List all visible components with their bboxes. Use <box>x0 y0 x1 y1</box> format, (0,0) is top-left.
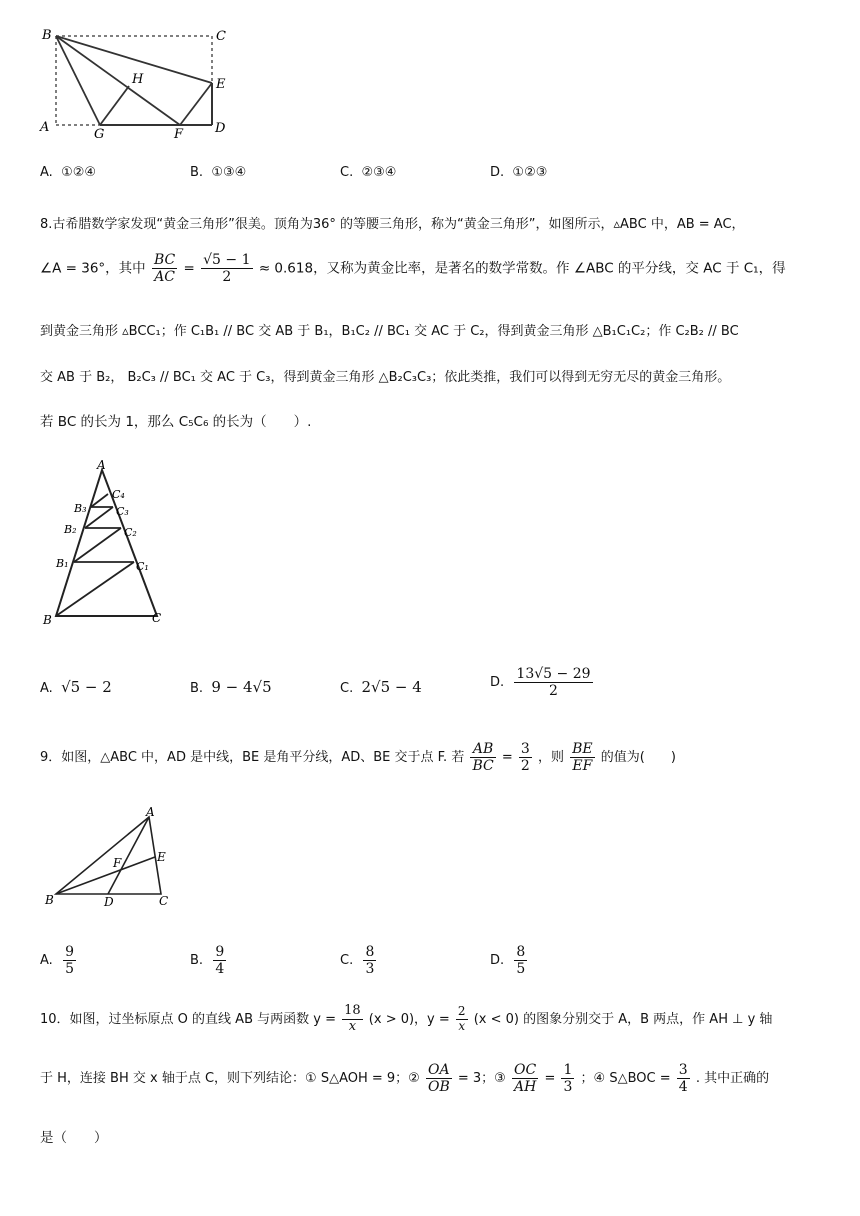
q10-frac-18-x: $\frac{18}{x}$ <box>344 1003 361 1034</box>
q7-label-F: F <box>174 127 184 138</box>
q10-frac-1-3: $\frac{1}{3}$ <box>563 1062 573 1096</box>
q8-label-C1: C₁ <box>136 560 149 573</box>
q9-frac-ab-bc: $\frac{AB}{BC}$ <box>472 741 494 775</box>
q8-option-d[interactable]: D. $\frac{13√5 - 29}{2}$ <box>490 666 591 700</box>
q8-line-1: 8.古希腊数学家发现“黄金三角形”很美。顶角为36° 的等腰三角形，称为“黄金三角形”，如图所示，▵ABC 中，AB = AC， <box>40 217 745 232</box>
q8-frac-bc-ac: $\frac{BC}{AC}$ <box>153 252 176 286</box>
q7-option-b[interactable]: B. ①③④ <box>190 165 247 180</box>
q10-frac-oc-ah: $\frac{OC}{AH}$ <box>513 1062 537 1096</box>
q9-label-E: E <box>157 850 166 864</box>
q9-label-A: A <box>146 805 155 819</box>
q9-frac-3-2: $\frac{3}{2}$ <box>520 741 530 775</box>
q8-label-B3: B₃ <box>74 502 87 515</box>
q10-frac-3-4: $\frac{3}{4}$ <box>678 1062 688 1096</box>
q9-label-B: B <box>45 893 54 907</box>
q9-option-d[interactable]: D. $\frac{8}{5}$ <box>490 944 526 978</box>
q9-label-F: F <box>113 856 122 870</box>
q9-line-1: 9．如图，△ABC 中，AD 是中线，BE 是角平分线，AD、BE 交于点 F. 若 $\frac{AB}{BC}$ = $\frac{3}{2}$ ，则 $\frac{BE}{EF}$ 的值为( ) <box>40 741 676 775</box>
q8-option-b[interactable]: B. 9 − 4√5 <box>190 678 272 696</box>
q9-label-C: C <box>159 894 169 908</box>
q7-label-D: D <box>215 121 226 136</box>
q7-label-H: H <box>132 72 144 87</box>
q8-option-a[interactable]: A. √5 − 2 <box>40 678 112 696</box>
q8-label-A: A <box>97 460 106 472</box>
q9-option-a[interactable]: A. $\frac{9}{5}$ <box>40 944 74 978</box>
q10-line-2: 于 H，连接 BH 交 x 轴于点 C，则下列结论：① S△AOH = 9；② $\frac{OA}{OB}$ = 3；③ $\frac{OC}{AH}$ = $\frac{1}{3}$ ；④ S△BOC = $\frac{3}{4}$ . 其中正确的 <box>40 1062 770 1096</box>
q8-frac-golden: $\frac{√5 - 1}{2}$ <box>203 252 251 286</box>
q8-line-5: 若 BC 的长为 1，那么 C₅C₆ 的长为（ ）. <box>40 414 312 430</box>
q7-option-d[interactable]: D. ①②③ <box>490 165 548 180</box>
q9-frac-be-ef: $\frac{BE}{EF}$ <box>572 741 593 775</box>
q7-label-E: E <box>216 77 226 92</box>
q8-label-C4: C₄ <box>112 488 125 501</box>
q8-label-C2: C₂ <box>124 526 137 539</box>
q8-figure <box>40 460 170 630</box>
q7-label-C: C <box>216 29 226 44</box>
q8-option-c[interactable]: C. 2√5 − 4 <box>340 678 422 696</box>
q8-label-B2: B₂ <box>64 523 77 536</box>
q7-label-A: A <box>40 120 50 135</box>
q10-line-3: 是（ ） <box>40 1130 108 1146</box>
q8-line-2: ∠A = 36°，其中 $\frac{BC}{AC}$ = $\frac{√5 - 1}{2}$ ≈ 0.618，又称为黄金比率，是著名的数学常数。作 ∠ABC 的平分线，交 AC 于 C₁，得 <box>40 252 786 286</box>
q9-label-D: D <box>104 895 114 909</box>
q7-figure <box>34 26 234 138</box>
q8-label-C3: C₃ <box>116 505 129 518</box>
q7-label-B: B <box>42 28 52 43</box>
q9-figure <box>40 805 180 910</box>
q10-frac-oa-ob: $\frac{OA}{OB}$ <box>427 1062 450 1096</box>
q8-line-4: 交 AB 于 B₂， B₂C₃ // BC₁ 交 AC 于 C₃，得到黄金三角形 △B₂C₃C₃；依此类推，我们可以得到无穷无尽的黄金三角形。 <box>40 370 731 385</box>
q9-option-c[interactable]: C. $\frac{8}{3}$ <box>340 944 375 978</box>
q8-label-B: B <box>43 613 52 627</box>
q7-option-a[interactable]: A. ①②④ <box>40 165 97 180</box>
q10-frac-2-x: $\frac{2}{x}$ <box>457 1004 466 1033</box>
q8-label-C: C <box>152 611 162 625</box>
q9-option-b[interactable]: B. $\frac{9}{4}$ <box>190 944 225 978</box>
q7-label-G: G <box>94 127 105 138</box>
q8-line-3: 到黄金三角形 ▵BCC₁；作 C₁B₁ // BC 交 AB 于 B₁，B₁C₂ // BC₁ 交 AC 于 C₂，得到黄金三角形 △B₁C₁C₂；作 C₂B₂ // BC <box>40 324 739 339</box>
q7-option-c[interactable]: C. ②③④ <box>340 165 397 180</box>
q8-label-B1: B₁ <box>56 557 69 570</box>
q10-line-1: 10．如图，过坐标原点 O 的直线 AB 与两函数 y = $\frac{18}{x}$ (x > 0)，y = $\frac{2}{x}$ (x < 0) 的图象分别交于 A，B 两点，作 AH ⊥ y 轴 <box>40 1003 773 1034</box>
